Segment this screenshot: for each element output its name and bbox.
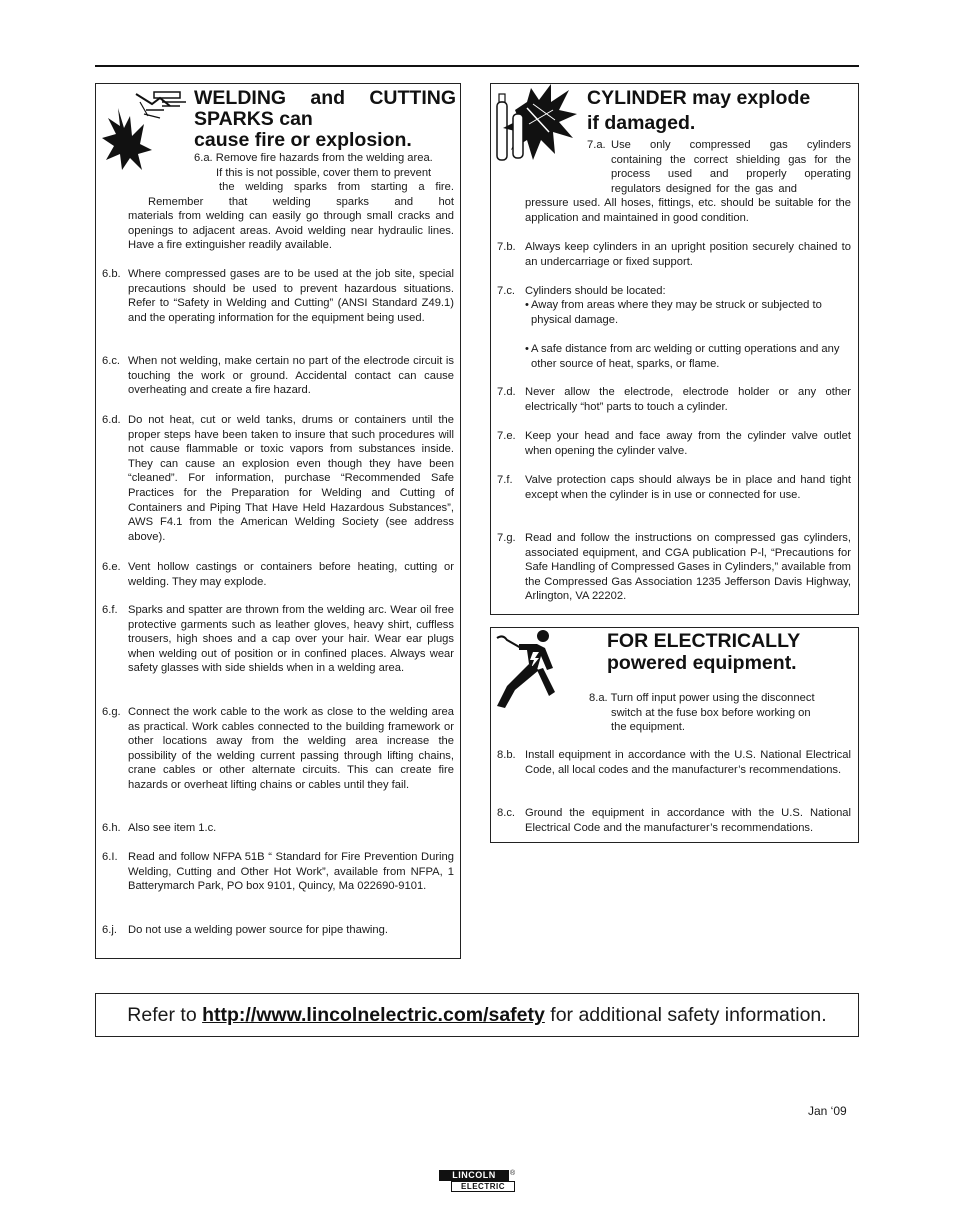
lincoln-electric-logo	[439, 1170, 515, 1193]
item-text: Use only compressed gas cylinders containing the correct shielding gas for the process used and properly operating regulators designed for the gas and	[611, 139, 851, 195]
item-number: 8.b.	[497, 749, 516, 761]
item-text: Never allow the electrode, electrode holder or any other electrically “hot” parts to touch a cylinder.	[525, 386, 851, 413]
item-number: 6.j.	[102, 924, 117, 936]
welding-title-line2: SPARKS can	[194, 108, 313, 130]
item-number: 6.d.	[102, 414, 121, 426]
refer-suffix: for additional safety information.	[544, 1004, 827, 1026]
bullet-text: Away from areas where they may be struck or subjected to physical damage.	[531, 299, 822, 326]
item-number: 8.c.	[497, 807, 516, 819]
item-text: Where compressed gases are to be used at the job site, special precautions should be used to prevent hazardous situations. Refer to “Safety in Welding and Cutting” (ANSI Standard Z49.1) and the operating information for the equipment being used.	[128, 268, 454, 324]
bullet-icon: •	[525, 299, 529, 311]
intro-line: the welding sparks from starting a fire.	[219, 181, 454, 194]
welding-title-line3: cause fire or explosion.	[194, 129, 412, 151]
item-text: When not welding, make certain no part of the electrode circuit is touching the work or ground. Accidental contact can cause overheating and create a fire hazard.	[128, 355, 454, 397]
cylinder-intro-rest: pressure used. All hoses, fittings, etc. should be suitable for the application and maintained in good condition.	[525, 197, 851, 224]
item-text: Ground the equipment in accordance with the U.S. National Electrical Code and the manufacturer’s recommendations.	[525, 807, 851, 834]
cylinder-title-line2: if damaged.	[587, 112, 696, 134]
cylinder-section	[490, 83, 859, 615]
item-text: Do not use a welding power source for pipe thawing.	[128, 924, 388, 936]
item-number: 7.d.	[497, 386, 516, 398]
fire-explosion-icon	[100, 88, 192, 172]
item-number: 7.c.	[497, 285, 516, 297]
registered-icon: ®	[510, 1170, 516, 1177]
item-text: Install equipment in accordance with the U.S. National Electrical Code, all local codes and the manufacturer’s recommendations.	[525, 749, 851, 776]
item-number: 7.a.	[587, 139, 606, 151]
item-text: Also see item 1.c.	[128, 822, 217, 834]
bullet-text: A safe distance from arc welding or cutting operations and any other source of heat, sparks, or flame.	[531, 343, 840, 370]
refer-banner	[95, 993, 859, 1037]
electric-title-line1: FOR ELECTRICALLY	[607, 630, 801, 652]
item-number: 6.f.	[102, 604, 118, 616]
item-text: Valve protection caps should always be in place and hand tight except when the cylinder is in use or connected for use.	[525, 474, 851, 501]
welding-intro	[194, 151, 454, 195]
item-number: 7.f.	[497, 474, 513, 486]
electric-section	[490, 627, 859, 843]
welding-sparks-section	[95, 83, 461, 959]
logo-top: LINCOLN	[439, 1170, 509, 1181]
welding-intro-rest: materials from welding can easily go through small cracks and openings to adjacent areas. Avoid welding near hydraulic lines. Have a fire extinguisher readily available.	[128, 210, 454, 252]
logo-bottom: ELECTRIC	[451, 1181, 515, 1192]
electric-shock-icon	[493, 628, 559, 712]
item-number: 6.g.	[102, 706, 121, 718]
item-text: Read and follow the instructions on compressed gas cylinders, associated equipment, and CGA publication P-l, “Precautions for Safe Handling of Compressed Gases in Cylinders,” available from the Compressed Gas Association 1235 Jefferson Davis Highway, Arlington, VA 22202.	[525, 532, 851, 603]
safety-link[interactable]: http://www.lincolnelectric.com/safety	[202, 1004, 545, 1026]
revision-date: Jan ‘09	[808, 1104, 847, 1118]
item-number: 7.b.	[497, 241, 516, 253]
cylinder-explosion-icon	[493, 80, 581, 166]
welding-title-line1: WELDING and CUTTING	[194, 87, 456, 109]
item-number: 6.b.	[102, 268, 121, 280]
item-number: 7.e.	[497, 430, 516, 442]
intro-line: 6.a. Remove fire hazards from the welding area.	[194, 152, 433, 164]
item-number: 6.I.	[102, 851, 118, 863]
item-text: Read and follow NFPA 51B “ Standard for Fire Prevention During Welding, Cutting and Other Hot Work”, available from NFPA, 1 Batterymarch Park, PO box 9101, Quincy, Ma 022690-9101.	[128, 851, 454, 893]
cylinder-title-line1: CYLINDER may explode	[587, 87, 811, 109]
item-text: Sparks and spatter are thrown from the welding arc. Wear oil free protective garments such as leather gloves, heavy shirt, cuffless trousers, high shoes and a cap over your hair. Wear ear plugs when welding out of position or in confined places. Always wear safety glasses with side shields when in a welding area.	[128, 604, 454, 675]
bullet-icon: •	[525, 343, 529, 355]
item-text: Do not heat, cut or weld tanks, drums or containers until the proper steps have been taken to insure that such procedures will not cause flammable or toxic vapors from substances inside. They can cause an explosion even though they have been “cleaned”. For information, purchase “Recommended Safe Practices for the Preparation for Welding and Cutting of Containers and Piping That Have Held Hazardous Substances”, AWS F4.1 from the American Welding Society (see address above).	[128, 414, 454, 543]
intro-line: the equipment.	[611, 721, 686, 734]
item-text: Connect the work cable to the work as close to the welding area as practical. Work cables connected to the building framework or other locations away from the welding area increase the possibility of the welding current passing through lifting chains, crane cables or other alternate circuits. This can create fire hazards or overheat lifting chains or cables until they fail.	[128, 706, 454, 791]
electric-intro	[589, 691, 851, 735]
refer-prefix: Refer to	[127, 1004, 203, 1026]
item-text: Always keep cylinders in an upright position securely chained to an undercarriage or fixed support.	[525, 241, 851, 268]
item-text: Vent hollow castings or containers before heating, cutting or welding. They may explode.	[128, 561, 454, 588]
intro-line: Remember that welding sparks and hot	[148, 196, 454, 208]
electric-title-line2: powered equipment.	[607, 652, 797, 674]
item-text: Cylinders should be located:	[525, 285, 666, 297]
item-number: 6.e.	[102, 561, 121, 573]
item-number: 7.g.	[497, 532, 516, 544]
intro-line: switch at the fuse box before working on	[611, 706, 811, 719]
item-number: 6.c.	[102, 355, 121, 367]
item-text: Keep your head and face away from the cylinder valve outlet when opening the cylinder valve.	[525, 430, 851, 457]
intro-line: If this is not possible, cover them to prevent	[216, 166, 432, 179]
intro-line: 8.a. Turn off input power using the disconnect	[589, 692, 815, 704]
item-number: 6.h.	[102, 822, 121, 834]
top-rule	[95, 65, 859, 67]
